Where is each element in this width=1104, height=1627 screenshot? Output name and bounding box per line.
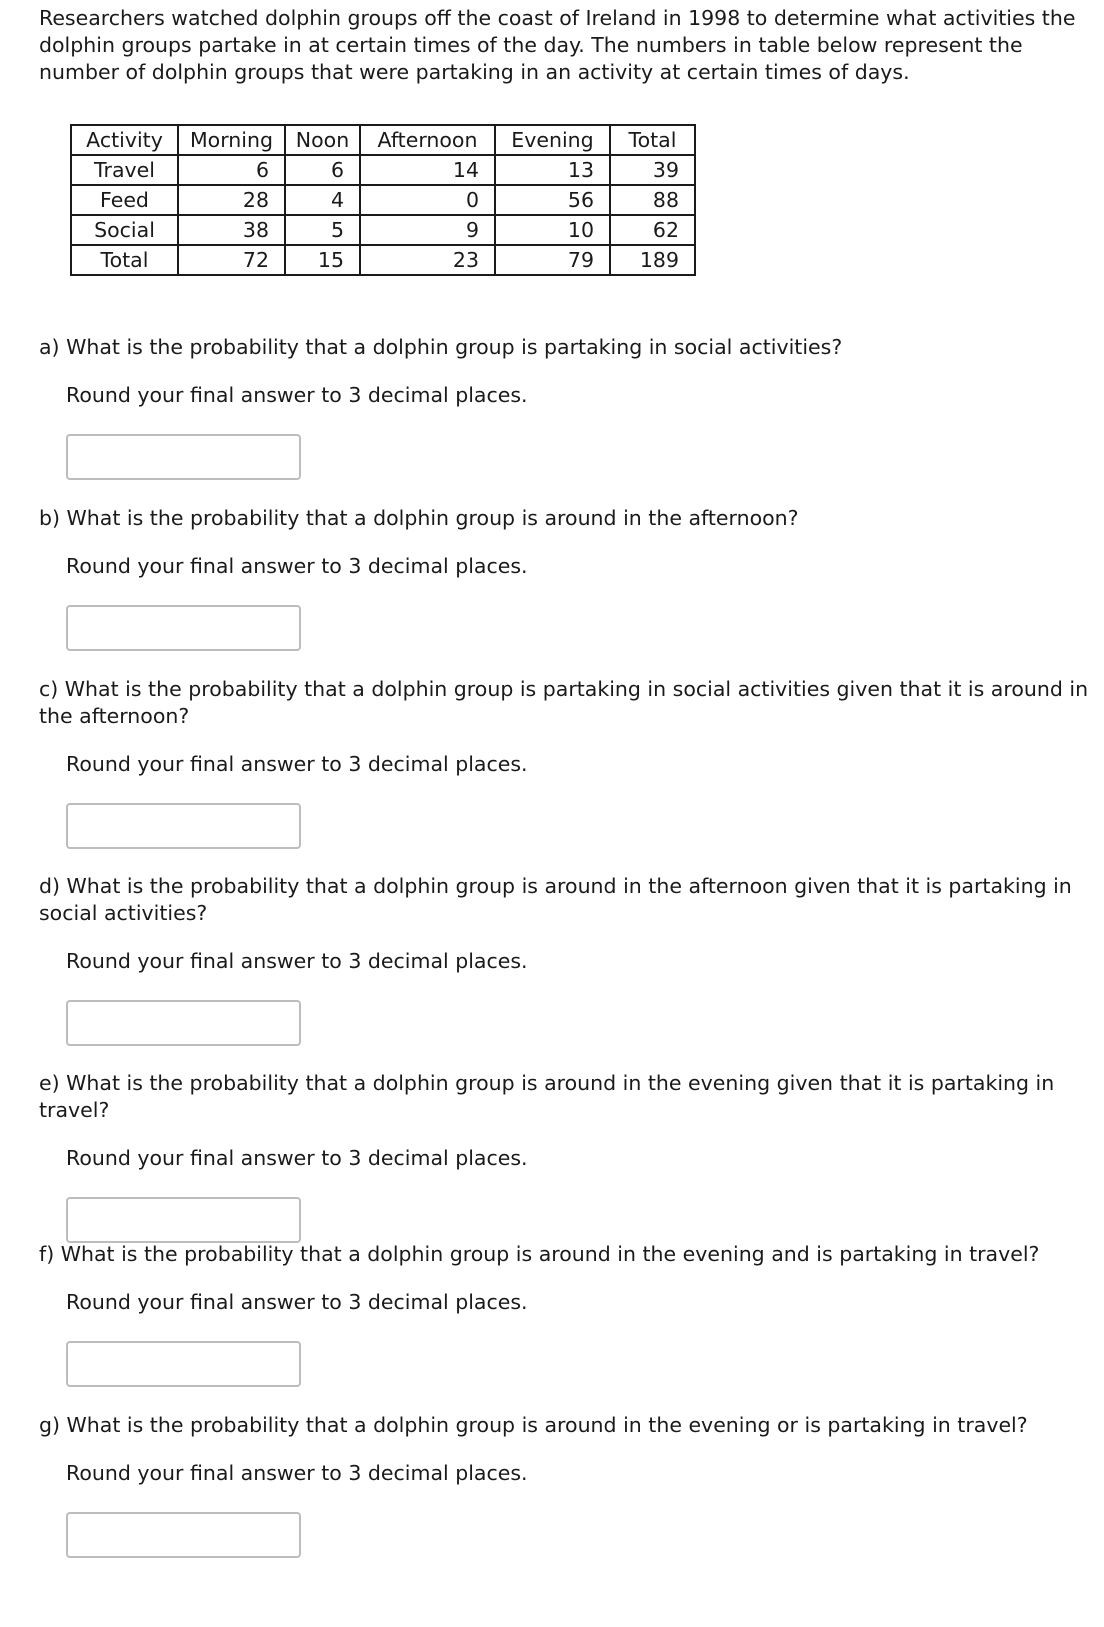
table-cell: 13 — [495, 155, 610, 185]
table-row — [71, 245, 695, 275]
table-cell: Total — [71, 245, 178, 275]
table-cell: 15 — [285, 245, 360, 275]
column-header: Total — [610, 125, 695, 155]
table-cell: 38 — [178, 215, 285, 245]
question-text: d) What is the probability that a dolphin group is around in the afternoon given that it is partaking in social activities? — [39, 874, 1072, 925]
answer-input-f[interactable] — [66, 1341, 301, 1387]
question-a — [39, 334, 1099, 480]
question-c — [39, 676, 1099, 849]
answer-input-b[interactable] — [66, 605, 301, 651]
rounding-instruction: Round your final answer to 3 decimal places. — [66, 1461, 528, 1485]
column-header: Noon — [285, 125, 360, 155]
table-cell: 28 — [178, 185, 285, 215]
table-cell: 9 — [360, 215, 495, 245]
table-cell: 10 — [495, 215, 610, 245]
table-row — [71, 155, 695, 185]
question-g — [39, 1412, 1099, 1558]
table-cell: 6 — [285, 155, 360, 185]
table-cell: 14 — [360, 155, 495, 185]
question-e — [39, 1070, 1099, 1243]
table-cell: 5 — [285, 215, 360, 245]
question-text: b) What is the probability that a dolphin group is around in the afternoon? — [39, 506, 799, 530]
answer-input-g[interactable] — [66, 1512, 301, 1558]
table-cell: Feed — [71, 185, 178, 215]
rounding-instruction: Round your final answer to 3 decimal places. — [66, 949, 528, 973]
question-f — [39, 1241, 1099, 1387]
table-cell: 62 — [610, 215, 695, 245]
rounding-instruction: Round your final answer to 3 decimal places. — [66, 1146, 528, 1170]
answer-input-a[interactable] — [66, 434, 301, 480]
question-d — [39, 873, 1099, 1046]
rounding-instruction: Round your final answer to 3 decimal places. — [66, 752, 528, 776]
column-header: Morning — [178, 125, 285, 155]
activity-table — [70, 124, 696, 276]
question-text: a) What is the probability that a dolphin group is partaking in social activities? — [39, 335, 843, 359]
column-header: Afternoon — [360, 125, 495, 155]
table-cell: 0 — [360, 185, 495, 215]
table-cell: 88 — [610, 185, 695, 215]
table-cell: Travel — [71, 155, 178, 185]
table-row — [71, 215, 695, 245]
table-cell: 23 — [360, 245, 495, 275]
question-text: c) What is the probability that a dolphin group is partaking in social activities given that it is around in the afternoon? — [39, 677, 1089, 728]
question-text: e) What is the probability that a dolphin group is around in the evening given that it is partaking in travel? — [39, 1071, 1055, 1122]
table-cell: 72 — [178, 245, 285, 275]
problem-intro: Researchers watched dolphin groups off the coast of Ireland in 1998 to determine what activities the dolphin groups partake in at certain times of the day. The numbers in table below represent the number of dolphin groups that were partaking in an activity at certain times of days. — [39, 6, 1076, 84]
table-cell: Social — [71, 215, 178, 245]
table-cell: 6 — [178, 155, 285, 185]
table-row — [71, 185, 695, 215]
rounding-instruction: Round your final answer to 3 decimal places. — [66, 383, 528, 407]
rounding-instruction: Round your final answer to 3 decimal places. — [66, 1290, 528, 1314]
answer-input-d[interactable] — [66, 1000, 301, 1046]
table-cell: 39 — [610, 155, 695, 185]
table-cell: 189 — [610, 245, 695, 275]
column-header: Activity — [71, 125, 178, 155]
question-b — [39, 505, 1099, 651]
column-header: Evening — [495, 125, 610, 155]
question-text: g) What is the probability that a dolphin group is around in the evening or is partaking in travel? — [39, 1413, 1028, 1437]
table-header-row — [71, 125, 695, 155]
rounding-instruction: Round your final answer to 3 decimal places. — [66, 554, 528, 578]
question-text: f) What is the probability that a dolphin group is around in the evening and is partaking in travel? — [39, 1242, 1040, 1266]
answer-input-e[interactable] — [66, 1197, 301, 1243]
table-cell: 4 — [285, 185, 360, 215]
table-cell: 79 — [495, 245, 610, 275]
answer-input-c[interactable] — [66, 803, 301, 849]
table-cell: 56 — [495, 185, 610, 215]
